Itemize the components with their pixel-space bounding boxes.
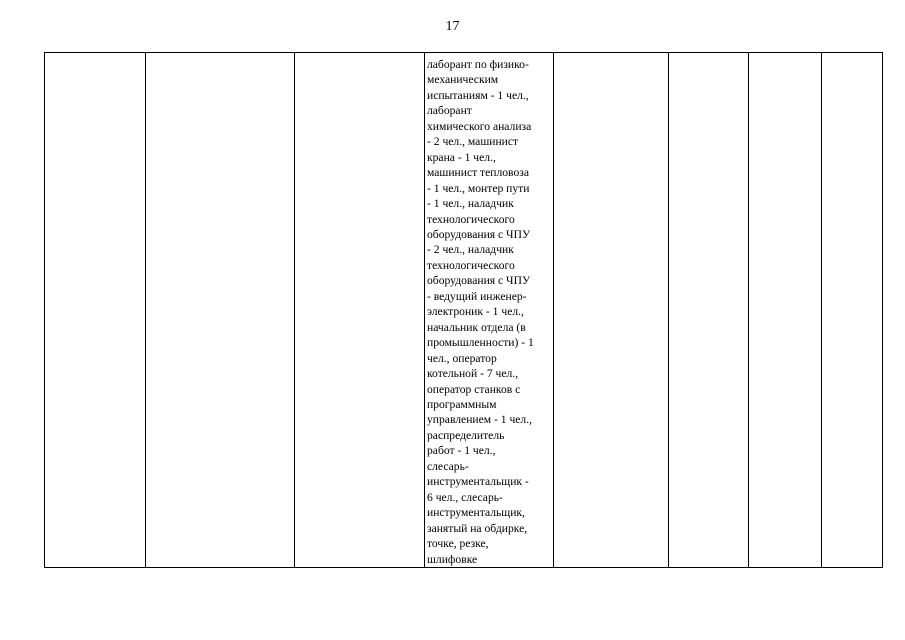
table-cell-positions [425,53,554,568]
table-cell-7 [749,53,822,568]
table-cell-2 [146,53,295,568]
table-cell-1 [45,53,146,568]
table-cell-8 [822,53,883,568]
table-cell-6 [669,53,749,568]
table-row [45,53,883,568]
document-table [44,52,883,568]
page-number: 17 [445,19,460,34]
table-cell-3 [295,53,425,568]
table-cell-5 [554,53,669,568]
positions-text: лаборант по физико- механическим испытаниям - 1 чел., лаборант химического анализа - 2 чел., машинист крана - 1 чел., машинист тепловоза - 1 чел., монтер пути - 1 чел., наладчик технологического оборудования с ЧПУ - 2 чел., наладчик технологического оборудования с ЧПУ - ведущий инженер- электроник - 1 чел., начальник отдела (в промышленности) - 1 чел., оператор котельной - 7 чел., оператор станков с программным управлением - 1 чел., распределитель работ - 1 чел., слесарь- инструментальщик - 6 чел., слесарь- инструментальщик, занятый на обдирке, точке, резке, шлифовке [427,58,534,566]
